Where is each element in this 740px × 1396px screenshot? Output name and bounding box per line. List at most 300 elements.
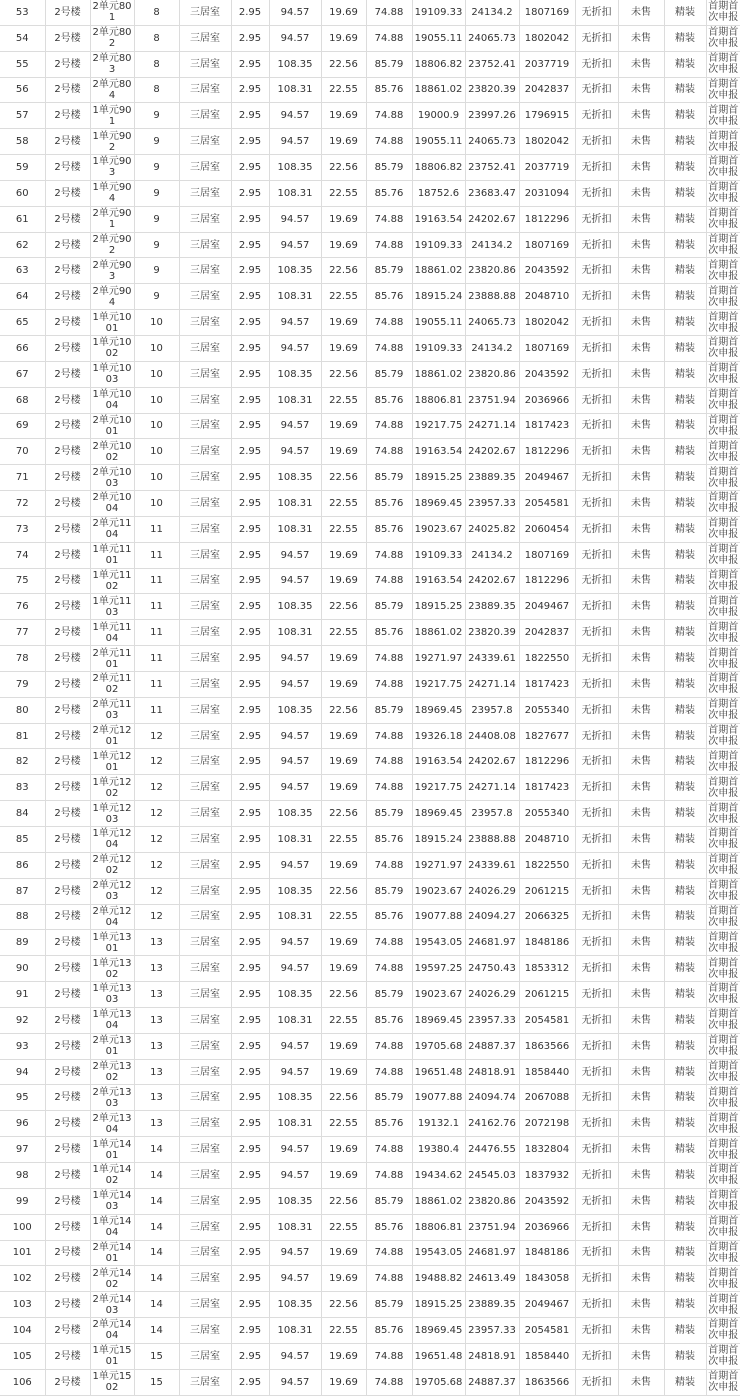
cell-building: 2号楼: [45, 284, 90, 310]
cell-inner-area: 74.88: [366, 852, 412, 878]
cell-decoration: 精装: [664, 904, 706, 930]
cell-price-per-gross: 18969.45: [412, 491, 465, 517]
cell-shared-area: 22.55: [321, 1318, 366, 1344]
cell-unit-number: 1单元902: [90, 129, 134, 155]
cell-unit-number: 1单元1302: [90, 956, 134, 982]
cell-gross-area: 94.57: [269, 1266, 321, 1292]
cell-inner-area: 85.79: [366, 51, 412, 77]
cell-shared-area: 19.69: [321, 335, 366, 361]
cell-inner-area: 74.88: [366, 0, 412, 25]
cell-price-per-inner: 24026.29: [465, 878, 519, 904]
cell-inner-area: 74.88: [366, 439, 412, 465]
cell-price-per-inner: 24134.2: [465, 542, 519, 568]
cell-sale-status: 未售: [618, 878, 664, 904]
cell-floor: 14: [134, 1318, 179, 1344]
cell-layout: 三居室: [179, 1318, 231, 1344]
cell-sale-status: 未售: [618, 1214, 664, 1240]
cell-shared-area: 19.69: [321, 0, 366, 25]
cell-gross-area: 108.35: [269, 51, 321, 77]
cell-discount: 无折扣: [575, 594, 618, 620]
cell-total-price: 2037719: [519, 155, 575, 181]
cell-inner-area: 74.88: [366, 749, 412, 775]
cell-floor: 13: [134, 1007, 179, 1033]
cell-unit-number: 1单元1301: [90, 930, 134, 956]
cell-total-price: 1812296: [519, 749, 575, 775]
cell-unit-number: 1单元1303: [90, 982, 134, 1008]
cell-price-per-gross: 19163.54: [412, 568, 465, 594]
cell-row-index: 99: [0, 1188, 45, 1214]
cell-decoration: 精装: [664, 0, 706, 25]
cell-row-index: 72: [0, 491, 45, 517]
cell-ceiling-height: 2.95: [231, 129, 269, 155]
cell-layout: 三居室: [179, 103, 231, 129]
cell-unit-number: 2单元1004: [90, 491, 134, 517]
cell-row-index: 60: [0, 180, 45, 206]
cell-ceiling-height: 2.95: [231, 1369, 269, 1395]
table-row: [0, 1188, 740, 1214]
cell-total-price: 2054581: [519, 1007, 575, 1033]
cell-layout: 三居室: [179, 697, 231, 723]
cell-floor: 13: [134, 982, 179, 1008]
cell-shared-area: 22.56: [321, 1188, 366, 1214]
cell-unit-number: 2单元1102: [90, 671, 134, 697]
cell-row-index: 98: [0, 1162, 45, 1188]
cell-total-price: 1863566: [519, 1033, 575, 1059]
cell-building: 2号楼: [45, 904, 90, 930]
cell-inner-area: 85.76: [366, 620, 412, 646]
cell-discount: 无折扣: [575, 180, 618, 206]
cell-shared-area: 19.69: [321, 103, 366, 129]
cell-layout: 三居室: [179, 878, 231, 904]
cell-price-per-gross: 19271.97: [412, 852, 465, 878]
cell-price-per-gross: 18861.02: [412, 620, 465, 646]
cell-discount: 无折扣: [575, 284, 618, 310]
cell-price-per-inner: 23888.88: [465, 827, 519, 853]
cell-total-price: 2060454: [519, 516, 575, 542]
cell-layout: 三居室: [179, 956, 231, 982]
cell-price-per-gross: 19055.11: [412, 25, 465, 51]
cell-unit-number: 1单元901: [90, 103, 134, 129]
cell-unit-number: 1单元1102: [90, 568, 134, 594]
cell-price-per-inner: 24681.97: [465, 930, 519, 956]
cell-inner-area: 74.88: [366, 103, 412, 129]
cell-gross-area: 94.57: [269, 671, 321, 697]
cell-unit-number: 1单元1003: [90, 361, 134, 387]
cell-inner-area: 74.88: [366, 25, 412, 51]
cell-sale-status: 未售: [618, 827, 664, 853]
cell-shared-area: 19.69: [321, 1369, 366, 1395]
cell-sale-status: 未售: [618, 155, 664, 181]
cell-shared-area: 22.55: [321, 1214, 366, 1240]
cell-floor: 10: [134, 387, 179, 413]
cell-floor: 11: [134, 671, 179, 697]
cell-row-index: 67: [0, 361, 45, 387]
cell-sale-status: 未售: [618, 542, 664, 568]
cell-decoration: 精装: [664, 749, 706, 775]
cell-discount: 无折扣: [575, 775, 618, 801]
cell-discount: 无折扣: [575, 801, 618, 827]
cell-shared-area: 22.55: [321, 827, 366, 853]
cell-building: 2号楼: [45, 542, 90, 568]
cell-ceiling-height: 2.95: [231, 568, 269, 594]
cell-decoration: 精装: [664, 982, 706, 1008]
cell-gross-area: 94.57: [269, 232, 321, 258]
cell-price-per-inner: 23957.33: [465, 1007, 519, 1033]
cell-shared-area: 19.69: [321, 1343, 366, 1369]
cell-floor: 13: [134, 930, 179, 956]
cell-price-per-gross: 19023.67: [412, 982, 465, 1008]
cell-layout: 三居室: [179, 77, 231, 103]
cell-floor: 13: [134, 1111, 179, 1137]
cell-building: 2号楼: [45, 1137, 90, 1163]
cell-price-per-inner: 24065.73: [465, 310, 519, 336]
cell-decoration: 精装: [664, 1214, 706, 1240]
table-row: [0, 1162, 740, 1188]
cell-ceiling-height: 2.95: [231, 1111, 269, 1137]
cell-inner-area: 85.79: [366, 155, 412, 181]
cell-decoration: 精装: [664, 646, 706, 672]
cell-layout: 三居室: [179, 155, 231, 181]
cell-discount: 无折扣: [575, 1292, 618, 1318]
cell-decoration: 精装: [664, 465, 706, 491]
cell-floor: 12: [134, 827, 179, 853]
cell-total-price: 1853312: [519, 956, 575, 982]
cell-filing-note: 首期首次申报: [706, 77, 740, 103]
cell-shared-area: 22.56: [321, 51, 366, 77]
cell-floor: 9: [134, 232, 179, 258]
cell-building: 2号楼: [45, 982, 90, 1008]
cell-total-price: 2049467: [519, 465, 575, 491]
cell-building: 2号楼: [45, 77, 90, 103]
cell-total-price: 2048710: [519, 284, 575, 310]
cell-discount: 无折扣: [575, 852, 618, 878]
cell-price-per-gross: 19055.11: [412, 129, 465, 155]
cell-price-per-inner: 23889.35: [465, 465, 519, 491]
table-row: [0, 180, 740, 206]
cell-price-per-gross: 19705.68: [412, 1369, 465, 1395]
cell-filing-note: 首期首次申报: [706, 1188, 740, 1214]
cell-price-per-gross: 18861.02: [412, 258, 465, 284]
cell-gross-area: 108.35: [269, 258, 321, 284]
cell-filing-note: 首期首次申报: [706, 697, 740, 723]
cell-row-index: 59: [0, 155, 45, 181]
cell-layout: 三居室: [179, 982, 231, 1008]
cell-sale-status: 未售: [618, 697, 664, 723]
cell-discount: 无折扣: [575, 1266, 618, 1292]
table-row: [0, 310, 740, 336]
cell-price-per-inner: 24818.91: [465, 1059, 519, 1085]
cell-total-price: 2055340: [519, 801, 575, 827]
cell-ceiling-height: 2.95: [231, 335, 269, 361]
cell-floor: 9: [134, 206, 179, 232]
cell-discount: 无折扣: [575, 1240, 618, 1266]
cell-discount: 无折扣: [575, 103, 618, 129]
cell-decoration: 精装: [664, 516, 706, 542]
cell-gross-area: 94.57: [269, 646, 321, 672]
cell-inner-area: 74.88: [366, 1033, 412, 1059]
cell-building: 2号楼: [45, 180, 90, 206]
cell-gross-area: 108.31: [269, 491, 321, 517]
cell-inner-area: 74.88: [366, 1162, 412, 1188]
cell-price-per-gross: 19597.25: [412, 956, 465, 982]
cell-building: 2号楼: [45, 465, 90, 491]
cell-unit-number: 2单元1404: [90, 1318, 134, 1344]
cell-ceiling-height: 2.95: [231, 103, 269, 129]
cell-filing-note: 首期首次申报: [706, 1059, 740, 1085]
cell-gross-area: 108.31: [269, 77, 321, 103]
cell-price-per-inner: 24545.03: [465, 1162, 519, 1188]
cell-sale-status: 未售: [618, 1085, 664, 1111]
cell-filing-note: 首期首次申报: [706, 1085, 740, 1111]
cell-row-index: 84: [0, 801, 45, 827]
cell-ceiling-height: 2.95: [231, 284, 269, 310]
cell-decoration: 精装: [664, 180, 706, 206]
cell-inner-area: 74.88: [366, 568, 412, 594]
cell-unit-number: 2单元1204: [90, 904, 134, 930]
cell-total-price: 2031094: [519, 180, 575, 206]
cell-decoration: 精装: [664, 956, 706, 982]
cell-discount: 无折扣: [575, 878, 618, 904]
cell-row-index: 95: [0, 1085, 45, 1111]
cell-row-index: 71: [0, 465, 45, 491]
cell-filing-note: 首期首次申报: [706, 51, 740, 77]
cell-building: 2号楼: [45, 1059, 90, 1085]
cell-discount: 无折扣: [575, 930, 618, 956]
cell-decoration: 精装: [664, 775, 706, 801]
cell-floor: 14: [134, 1188, 179, 1214]
cell-discount: 无折扣: [575, 491, 618, 517]
cell-decoration: 精装: [664, 232, 706, 258]
cell-sale-status: 未售: [618, 77, 664, 103]
cell-gross-area: 108.31: [269, 180, 321, 206]
cell-filing-note: 首期首次申报: [706, 1369, 740, 1395]
cell-sale-status: 未售: [618, 103, 664, 129]
cell-filing-note: 首期首次申报: [706, 1162, 740, 1188]
cell-ceiling-height: 2.95: [231, 1033, 269, 1059]
cell-price-per-inner: 24202.67: [465, 568, 519, 594]
cell-gross-area: 94.57: [269, 206, 321, 232]
cell-decoration: 精装: [664, 1059, 706, 1085]
cell-decoration: 精装: [664, 439, 706, 465]
cell-shared-area: 22.56: [321, 155, 366, 181]
cell-gross-area: 108.35: [269, 982, 321, 1008]
cell-gross-area: 108.31: [269, 1111, 321, 1137]
cell-filing-note: 首期首次申报: [706, 1266, 740, 1292]
cell-unit-number: 2单元1403: [90, 1292, 134, 1318]
cell-shared-area: 22.55: [321, 387, 366, 413]
cell-building: 2号楼: [45, 878, 90, 904]
cell-unit-number: 2单元903: [90, 258, 134, 284]
cell-floor: 14: [134, 1240, 179, 1266]
cell-gross-area: 94.57: [269, 335, 321, 361]
cell-shared-area: 22.55: [321, 284, 366, 310]
cell-gross-area: 94.57: [269, 310, 321, 336]
cell-inner-area: 85.76: [366, 284, 412, 310]
cell-total-price: 1843058: [519, 1266, 575, 1292]
cell-layout: 三居室: [179, 51, 231, 77]
table-row: [0, 51, 740, 77]
cell-layout: 三居室: [179, 827, 231, 853]
table-row: [0, 155, 740, 181]
cell-gross-area: 94.57: [269, 1033, 321, 1059]
cell-floor: 13: [134, 1033, 179, 1059]
cell-total-price: 1858440: [519, 1343, 575, 1369]
cell-decoration: 精装: [664, 930, 706, 956]
cell-row-index: 92: [0, 1007, 45, 1033]
cell-sale-status: 未售: [618, 1137, 664, 1163]
cell-discount: 无折扣: [575, 155, 618, 181]
cell-shared-area: 22.55: [321, 1111, 366, 1137]
cell-decoration: 精装: [664, 1007, 706, 1033]
cell-price-per-gross: 18915.25: [412, 465, 465, 491]
cell-price-per-gross: 18861.02: [412, 361, 465, 387]
cell-row-index: 91: [0, 982, 45, 1008]
cell-ceiling-height: 2.95: [231, 310, 269, 336]
cell-price-per-gross: 19109.33: [412, 232, 465, 258]
cell-building: 2号楼: [45, 103, 90, 129]
cell-sale-status: 未售: [618, 1188, 664, 1214]
cell-layout: 三居室: [179, 1266, 231, 1292]
cell-inner-area: 74.88: [366, 129, 412, 155]
table-row: [0, 1343, 740, 1369]
cell-price-per-inner: 24134.2: [465, 232, 519, 258]
cell-gross-area: 94.57: [269, 1059, 321, 1085]
cell-gross-area: 94.57: [269, 439, 321, 465]
cell-ceiling-height: 2.95: [231, 542, 269, 568]
cell-sale-status: 未售: [618, 956, 664, 982]
cell-filing-note: 首期首次申报: [706, 284, 740, 310]
cell-unit-number: 1单元1502: [90, 1369, 134, 1395]
cell-filing-note: 首期首次申报: [706, 568, 740, 594]
cell-decoration: 精装: [664, 723, 706, 749]
cell-inner-area: 85.79: [366, 465, 412, 491]
cell-shared-area: 22.56: [321, 465, 366, 491]
cell-filing-note: 首期首次申报: [706, 801, 740, 827]
cell-sale-status: 未售: [618, 852, 664, 878]
cell-sale-status: 未售: [618, 723, 664, 749]
cell-total-price: 1848186: [519, 930, 575, 956]
cell-layout: 三居室: [179, 465, 231, 491]
cell-shared-area: 22.56: [321, 258, 366, 284]
cell-building: 2号楼: [45, 775, 90, 801]
cell-unit-number: 1单元1001: [90, 310, 134, 336]
cell-row-index: 106: [0, 1369, 45, 1395]
cell-layout: 三居室: [179, 361, 231, 387]
cell-gross-area: 108.35: [269, 878, 321, 904]
cell-decoration: 精装: [664, 1292, 706, 1318]
cell-inner-area: 85.79: [366, 594, 412, 620]
cell-ceiling-height: 2.95: [231, 206, 269, 232]
cell-total-price: 1807169: [519, 542, 575, 568]
cell-floor: 11: [134, 516, 179, 542]
cell-filing-note: 首期首次申报: [706, 258, 740, 284]
cell-floor: 14: [134, 1214, 179, 1240]
cell-price-per-inner: 24025.82: [465, 516, 519, 542]
cell-unit-number: 2单元901: [90, 206, 134, 232]
cell-price-per-gross: 18806.82: [412, 155, 465, 181]
cell-layout: 三居室: [179, 775, 231, 801]
cell-ceiling-height: 2.95: [231, 904, 269, 930]
cell-filing-note: 首期首次申报: [706, 1240, 740, 1266]
cell-layout: 三居室: [179, 25, 231, 51]
cell-total-price: 1817423: [519, 775, 575, 801]
cell-gross-area: 108.31: [269, 516, 321, 542]
cell-layout: 三居室: [179, 1059, 231, 1085]
cell-gross-area: 94.57: [269, 25, 321, 51]
cell-gross-area: 108.31: [269, 284, 321, 310]
cell-total-price: 2061215: [519, 982, 575, 1008]
cell-building: 2号楼: [45, 827, 90, 853]
cell-row-index: 101: [0, 1240, 45, 1266]
cell-filing-note: 首期首次申报: [706, 232, 740, 258]
cell-discount: 无折扣: [575, 671, 618, 697]
cell-ceiling-height: 2.95: [231, 51, 269, 77]
cell-row-index: 79: [0, 671, 45, 697]
cell-price-per-gross: 18969.45: [412, 697, 465, 723]
cell-floor: 8: [134, 77, 179, 103]
cell-ceiling-height: 2.95: [231, 491, 269, 517]
cell-price-per-inner: 24339.61: [465, 646, 519, 672]
cell-discount: 无折扣: [575, 1059, 618, 1085]
cell-filing-note: 首期首次申报: [706, 1007, 740, 1033]
cell-layout: 三居室: [179, 801, 231, 827]
cell-filing-note: 首期首次申报: [706, 1343, 740, 1369]
table-row: [0, 361, 740, 387]
cell-floor: 10: [134, 465, 179, 491]
cell-price-per-gross: 18969.45: [412, 1318, 465, 1344]
cell-price-per-gross: 18915.24: [412, 827, 465, 853]
cell-ceiling-height: 2.95: [231, 594, 269, 620]
cell-total-price: 2048710: [519, 827, 575, 853]
cell-layout: 三居室: [179, 439, 231, 465]
cell-unit-number: 1单元1002: [90, 335, 134, 361]
cell-price-per-inner: 24162.76: [465, 1111, 519, 1137]
cell-row-index: 66: [0, 335, 45, 361]
cell-floor: 12: [134, 904, 179, 930]
cell-total-price: 1822550: [519, 852, 575, 878]
cell-total-price: 2049467: [519, 594, 575, 620]
cell-inner-area: 85.76: [366, 1214, 412, 1240]
cell-building: 2号楼: [45, 155, 90, 181]
table-row: [0, 129, 740, 155]
cell-gross-area: 108.31: [269, 1007, 321, 1033]
cell-price-per-inner: 23820.86: [465, 361, 519, 387]
cell-filing-note: 首期首次申报: [706, 335, 740, 361]
cell-row-index: 78: [0, 646, 45, 672]
cell-discount: 无折扣: [575, 982, 618, 1008]
cell-sale-status: 未售: [618, 1369, 664, 1395]
cell-discount: 无折扣: [575, 904, 618, 930]
cell-row-index: 55: [0, 51, 45, 77]
cell-inner-area: 74.88: [366, 1266, 412, 1292]
cell-gross-area: 108.35: [269, 465, 321, 491]
cell-floor: 11: [134, 594, 179, 620]
cell-total-price: 1807169: [519, 335, 575, 361]
cell-filing-note: 首期首次申报: [706, 516, 740, 542]
cell-floor: 10: [134, 413, 179, 439]
cell-sale-status: 未售: [618, 25, 664, 51]
cell-price-per-gross: 19217.75: [412, 413, 465, 439]
cell-floor: 14: [134, 1292, 179, 1318]
cell-row-index: 88: [0, 904, 45, 930]
cell-discount: 无折扣: [575, 1162, 618, 1188]
cell-shared-area: 19.69: [321, 568, 366, 594]
cell-layout: 三居室: [179, 258, 231, 284]
cell-building: 2号楼: [45, 620, 90, 646]
cell-decoration: 精装: [664, 1188, 706, 1214]
cell-total-price: 2043592: [519, 1188, 575, 1214]
cell-decoration: 精装: [664, 25, 706, 51]
